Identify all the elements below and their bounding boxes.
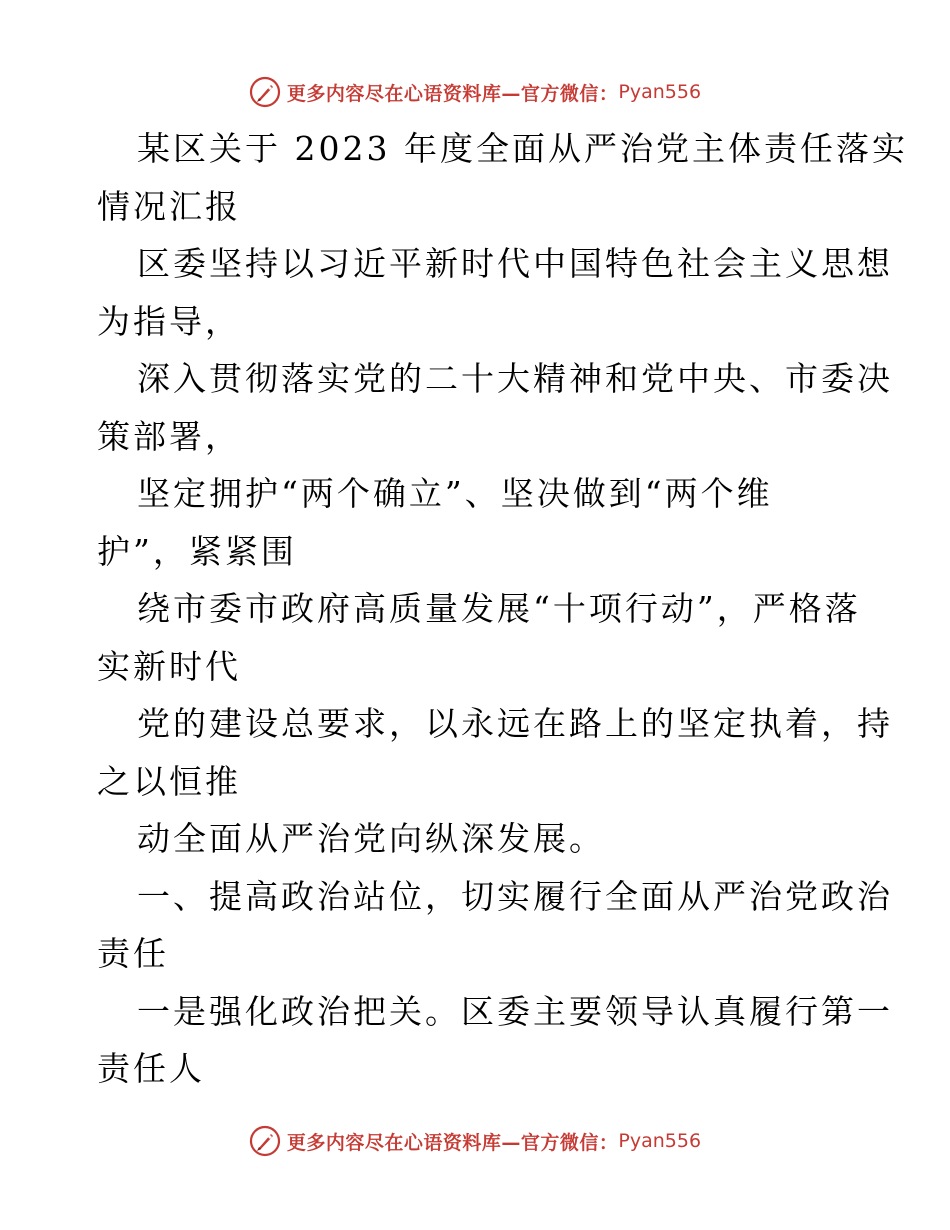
paragraph-line: 护”，紧紧围	[97, 531, 297, 571]
footer-banner-text: 更多内容尽在心语资料库—官方微信：	[286, 1131, 619, 1154]
title-line-2: 情况汇报	[97, 186, 241, 226]
paragraph-line: 之以恒推	[97, 761, 241, 801]
paragraph-line: 动全面从严治党向纵深发展。	[137, 819, 605, 858]
paragraph-line: 为指导，	[97, 301, 241, 341]
header-banner	[0, 72, 950, 112]
paragraph-line: 策部署，	[97, 416, 241, 456]
section-heading-line: 责任	[97, 934, 169, 973]
paragraph-line: 责任人	[97, 1049, 205, 1088]
header-banner-contact: Pyan556	[618, 81, 702, 103]
paragraph-line: 区委坚持以习近平新时代中国特色社会主义思想	[137, 244, 893, 283]
document-body	[97, 120, 908, 1098]
footer-banner	[0, 1121, 950, 1161]
title-line-1: 某区关于 2023 年度全面从严治党主体责任落实	[137, 129, 908, 168]
footer-banner-contact: Pyan556	[618, 1130, 702, 1152]
paragraph-line: 党的建设总要求，以永远在路上的坚定执着，持	[137, 704, 893, 743]
paragraph-line: 实新时代	[97, 646, 241, 686]
quill-pen-icon	[249, 76, 281, 108]
paragraph-line: 深入贯彻落实党的二十大精神和党中央、市委决	[137, 359, 893, 398]
paragraph-line: 绕市委市政府高质量发展“十项行动”，严格落	[137, 589, 861, 628]
header-banner-text: 更多内容尽在心语资料库—官方微信：	[286, 82, 619, 105]
paragraph-line: 坚定拥护“两个确立”、坚决做到“两个维	[137, 474, 773, 513]
quill-pen-icon	[249, 1125, 281, 1157]
paragraph-line: 一是强化政治把关。区委主要领导认真履行第一	[137, 991, 893, 1031]
section-heading-line: 一、提高政治站位，切实履行全面从严治党政治	[137, 876, 893, 916]
